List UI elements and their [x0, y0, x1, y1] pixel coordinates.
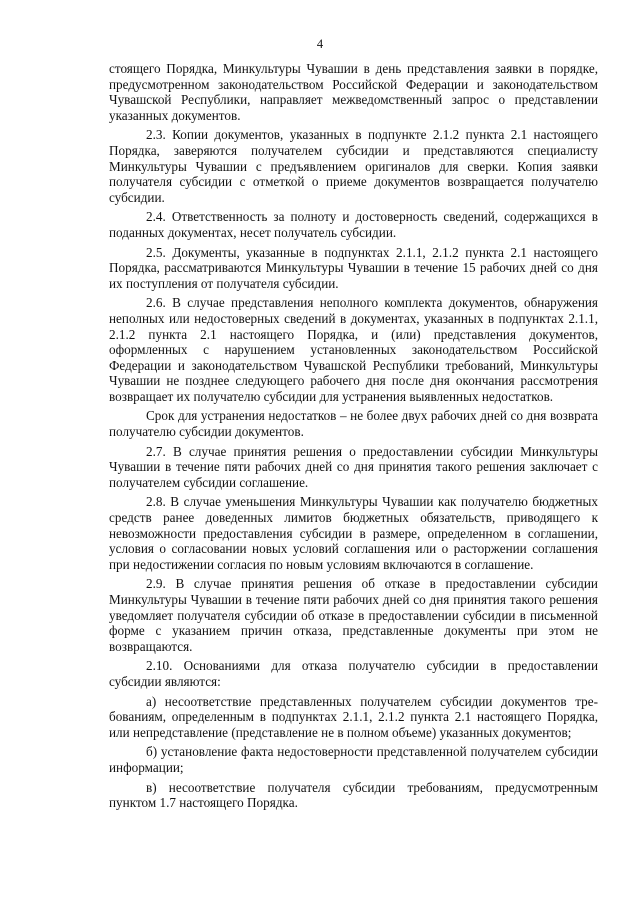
- list-item-v: в) несоответствие получателя субсидии требованиям, предусмотренным пунктом 1.7 настоящего Порядка.: [109, 779, 598, 811]
- paragraph-2-3: 2.3. Копии документов, указанных в подпункте 2.1.2 пункта 2.1 настоящего Порядка, заверяются получателем субсидии и представляются специалисту Минкультуры Чувашии с предъявлением оригиналов для сверки. Копия заявки получателя субсидии с отметкой о приеме документов возвращается получателю субсидии.: [109, 127, 598, 205]
- paragraph-2-5: 2.5. Документы, указанные в подпунктах 2.1.1, 2.1.2 пункта 2.1 настоящего Порядка, рассматриваются Минкультуры Чувашии в течение 15 рабочих дней со дня их поступления от получателя субсидии.: [109, 244, 598, 291]
- paragraph-2-8: 2.8. В случае уменьшения Минкультуры Чувашии как получателю бюджетных средств ранее доведенных лимитов бюджетных обязательств, приводящего к невозможности предоставления субсидии в размере, определенном в соглашении, условия о согласовании новых условий соглашения или о расторжении соглашения при недостижении согласия по новым условиям включаются в соглашение.: [109, 494, 598, 572]
- paragraph-deadline: Срок для устранения недостатков – не более двух рабочих дней со дня возврата получателю субсидии документов.: [109, 408, 598, 440]
- paragraph-2-9: 2.9. В случае принятия решения об отказе в предоставлении субсидии Минкультуры Чувашии в течение пяти рабочих дней со дня принятия такого решения уведомляет получателя субсидии об отказе в предоставлении субсидии в письменной форме с указанием причин отказа, представленные документы при этом не возвращаются.: [109, 576, 598, 654]
- paragraph-2-10: 2.10. Основаниями для отказа получателю субсидии в предоставлении субсидии являются:: [109, 658, 598, 689]
- paragraph-2-7: 2.7. В случае принятия решения о предоставлении субсидии Минкультуры Чувашии в течение пяти рабочих дней со дня принятия такого решения заключает с получателем субсидии соглашение.: [109, 443, 598, 490]
- document-body: [109, 61, 598, 815]
- page-number: 4: [316, 37, 324, 51]
- list-item-b: б) установление факта недостоверности представленной получателем субсидии информации;: [109, 744, 598, 775]
- paragraph-2-4: 2.4. Ответственность за полноту и достоверность сведений, содержащихся в поданных документах, несет получатель субсидии.: [109, 209, 598, 240]
- paragraph-continuation: стоящего Порядка, Минкультуры Чувашии в день представления заявки в порядке, предусмотренном законодательством Российской Федерации и законодательством Чувашской Республики, направляет межведомственный запрос о представлении указанных документов.: [109, 61, 598, 123]
- paragraph-2-6: 2.6. В случае представления неполного комплекта документов, обнаружения неполных или недостоверных сведений в документах, указанных в подпунктах 2.1.1, 2.1.2 пункта 2.1 настоящего Порядка, и (или) представления документов, оформленных с нарушением установленных законодательством Российской Федерации и законодательством Чувашской Республики требований, Минкультуры Чувашии не позднее следующего рабочего дня после дня окончания рассмотрения возвращает их получателю субсидии для устранения выявленных недостатков.: [109, 295, 598, 404]
- list-item-a: а) несоответствие представленных получателем субсидии документов требованиям, определенным в подпунктах 2.1.1, 2.1.2 пункта 2.1 настоящего Порядка, или непредставление (представление не в полном объеме) указанных документов;: [109, 693, 598, 740]
